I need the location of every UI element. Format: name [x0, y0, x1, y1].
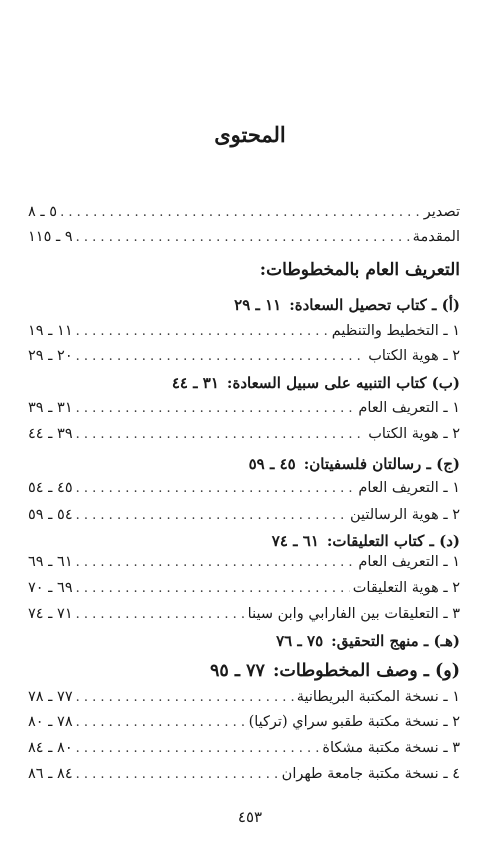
toc-pages: ٧٨ ـ ٨٠ [28, 714, 73, 730]
toc-row [28, 554, 460, 570]
toc-pages: ٦١ ـ ٦٩ [28, 554, 73, 570]
section-range: ٧٥ ـ ٧٦ [276, 632, 324, 650]
section-title-text: (د) ـ كتاب التعليقات: [326, 532, 460, 550]
section-title-text: (ب) كتاب التنبيه على سبيل السعادة: [226, 374, 460, 392]
toc-label: ٢ ـ هوية الكتاب [368, 348, 460, 364]
leader-dots [76, 690, 294, 705]
toc-row [28, 580, 460, 596]
toc-pages: ٦٩ ـ ٧٠ [28, 580, 73, 596]
toc-pages: ٩ ـ ١١٥ [28, 229, 73, 245]
toc-row [28, 766, 460, 782]
toc-pages: ٢٠ ـ ٢٩ [28, 348, 73, 364]
toc-pages: ٤٥ ـ ٥٤ [28, 480, 73, 496]
toc-label: ٣ ـ التعليقات بين الفارابي وابن سينا [247, 606, 460, 622]
toc-row [28, 323, 460, 339]
leader-dots [76, 349, 366, 364]
toc-pages: ٧٧ ـ ٧٨ [28, 689, 73, 705]
toc-label: ٢ ـ هوية الكتاب [368, 426, 460, 442]
toc-label: ١ ـ التخطيط والتنظيم [331, 323, 460, 339]
toc-row [28, 714, 460, 730]
toc-row-foreword [28, 204, 460, 220]
toc-row [28, 689, 460, 705]
toc-label: ١ ـ التعريف العام [358, 480, 460, 496]
leader-dots [76, 607, 245, 622]
section-a-title [28, 296, 460, 314]
toc-row [28, 426, 460, 442]
toc-pages: ٥٤ ـ ٥٩ [28, 507, 73, 523]
page-title: المحتوى [214, 122, 286, 147]
leader-dots [76, 401, 356, 416]
section-title-text: (أ) ـ كتاب تحصيل السعادة: [289, 296, 460, 314]
leader-dots [76, 741, 320, 756]
toc-row [28, 507, 460, 523]
section-heading: التعريف العام بالمخطوطات: [259, 260, 460, 280]
toc-label: ٢ ـ نسخة مكتبة طقبو سراي (تركيا) [248, 714, 460, 730]
section-range: ٤٥ ـ ٥٩ [248, 455, 296, 473]
section-e-title [28, 632, 460, 650]
section-c-title [28, 455, 460, 473]
section-range: ٣١ ـ ٤٤ [171, 374, 219, 392]
toc-label: ١ ـ نسخة المكتبة البريطانية [296, 689, 460, 705]
toc-pages: ٧١ ـ ٧٤ [28, 606, 73, 622]
section-range: ٧٧ ـ ٩٥ [210, 661, 265, 681]
toc-row [28, 606, 460, 622]
toc-row [28, 480, 460, 496]
leader-dots [76, 767, 279, 782]
leader-dots [76, 324, 329, 339]
toc-label: تصدير [423, 204, 460, 220]
toc-row-introduction [28, 229, 460, 245]
leader-dots [76, 481, 356, 496]
toc-label: المقدمة [412, 229, 460, 245]
toc-pages: ١١ ـ ١٩ [28, 323, 73, 339]
toc-pages: ٨٠ ـ ٨٤ [28, 740, 73, 756]
leader-dots [76, 230, 410, 245]
toc-label: ١ ـ التعريف العام [358, 554, 460, 570]
toc-pages: ٨٤ ـ ٨٦ [28, 766, 73, 782]
toc-label: ٢ ـ هوية الرسالتين [349, 507, 460, 523]
toc-pages: ٣١ ـ ٣٩ [28, 400, 73, 416]
section-b-title [28, 374, 460, 392]
leader-dots [76, 508, 347, 523]
toc-row [28, 740, 460, 756]
leader-dots [60, 205, 421, 220]
leader-dots [76, 715, 246, 730]
leader-dots [76, 555, 356, 570]
toc-row [28, 400, 460, 416]
section-title-text: (ج) ـ رسالتان فلسفيتان: [303, 455, 460, 473]
toc-label: ٣ ـ نسخة مكتبة مشكاة [322, 740, 460, 756]
toc-label: ٤ ـ نسخة مكتبة جامعة طهران [281, 766, 460, 782]
leader-dots [76, 427, 366, 442]
toc-pages: ٥ ـ ٨ [28, 204, 58, 220]
section-title-text: (و) ـ وصف المخطوطات: [272, 661, 460, 681]
section-range: ٦١ ـ ٧٤ [271, 532, 319, 550]
page-number: ٤٥٣ [237, 808, 263, 826]
toc-label: ٢ ـ هوية التعليقات [352, 580, 460, 596]
section-d-title [28, 532, 460, 550]
toc-pages: ٣٩ ـ ٤٤ [28, 426, 73, 442]
section-title-text: (هـ) ـ منهج التحقيق: [331, 632, 460, 650]
leader-dots [76, 581, 350, 596]
toc-row [28, 348, 460, 364]
toc-label: ١ ـ التعريف العام [358, 400, 460, 416]
section-range: ١١ ـ ٢٩ [234, 296, 282, 314]
section-f-title [28, 661, 460, 681]
